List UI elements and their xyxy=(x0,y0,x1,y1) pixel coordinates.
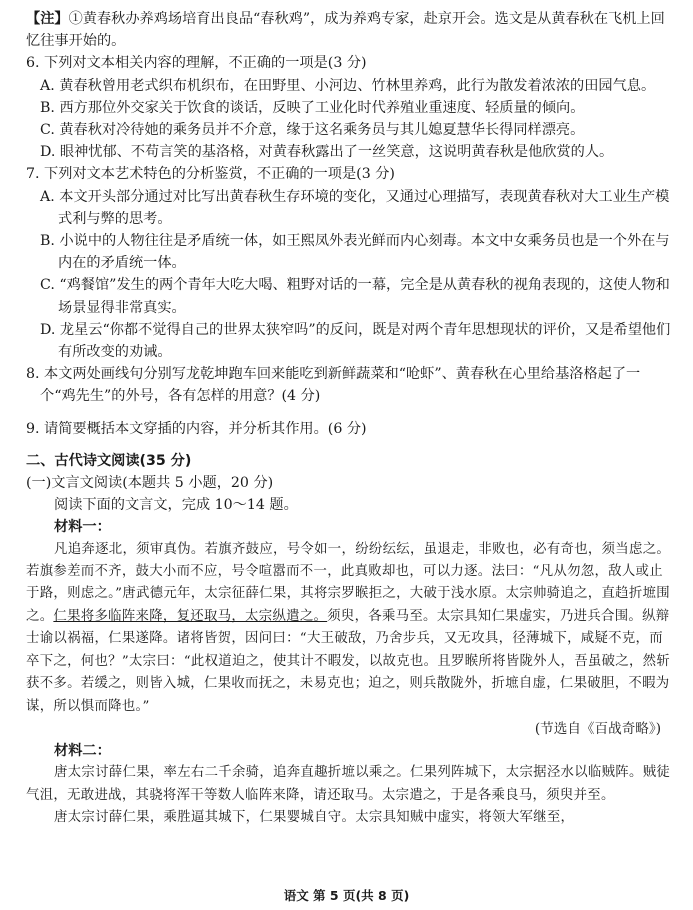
page-footer: 语文 第 5 页(共 8 页) xyxy=(283,888,410,903)
subsection-title: (一)文言文阅读(本题共 5 小题，20 分) xyxy=(26,475,274,492)
material-2-paragraph-2: 唐太宗讨薛仁果，乘胜逼其城下，仁果婴城自守。太宗具知贼中虚实，将领大军继至， xyxy=(54,809,575,825)
question-6-option-c: C. 黄春秋对冷待她的乘务员并不介意，缘于这名乘务员与其儿媳夏慧华长得同样漂亮。 xyxy=(40,122,585,139)
material-1-source: (节选自《百战奇略》) xyxy=(534,720,661,737)
reading-instruction: 阅读下面的文言文，完成 10～14 题。 xyxy=(54,497,298,514)
question-7-option-c: C. “鸡餐馆”发生的两个青年大吃大喝、粗野对话的一幕，完全是从黄春秋的视角表现的，这使人物和场景显得非常真实。 xyxy=(40,277,670,316)
exam-page xyxy=(26,8,671,829)
question-7-option-a: A. 本文开头部分通过对比写出黄春秋生存环境的变化，又通过心理描写，表现黄春秋对大工业生产模式利与弊的思考。 xyxy=(40,188,670,227)
question-8: 8. 本文两处画线句分别写龙乾坤跑车回来能吃到新鲜蔬菜和“呛虾”、黄春秋在心里给基洛格起了一个“鸡先生”的外号，各有怎样的用意？(4 分) xyxy=(26,366,641,405)
answer-space xyxy=(26,440,671,450)
question-7-option-d: D. 龙星云“你都不觉得自己的世界太狭窄吗”的反问，既是对两个青年思想现状的评价，又是希望他们有所改变的劝诫。 xyxy=(40,321,671,361)
material-2-paragraph-1: 唐太宗讨薛仁果，率左右二千余骑，追奔直趣折墌以乘之。仁果列阵城下，太宗据泾水以临贼阵。贼徒气沮，无敢进战，其骁将浑干等数人临阵来降，请还取马。太宗遣之，于是各乘良马，须臾并至。 xyxy=(26,765,671,803)
note-paragraph xyxy=(26,8,671,52)
question-6-option-a: A. 黄春秋曾用老式织布机织布，在田野里、小河边、竹林里养鸡，此行为散发着浓浓的田园气息。 xyxy=(40,77,656,94)
underlined-sentence: 仁果将多临阵来降，复还取马，太宗纵遣之。 xyxy=(53,608,328,624)
question-9: 9. 请简要概括本文穿插的内容，并分析其作用。(6 分) xyxy=(26,420,367,437)
question-6-option-d: D. 眼神忧郁、不苟言笑的基洛格，对黄春秋露出了一丝笑意，这说明黄春秋是他欣赏的人。 xyxy=(40,144,614,161)
question-7-option-b: B. 小说中的人物往往是矛盾统一体，如王熙凤外表光鲜而内心刻毒。本文中女乘务员也是一个外在与内在的矛盾统一体。 xyxy=(40,233,670,272)
answer-space xyxy=(26,408,671,418)
question-6-option-b: B. 西方那位外交家关于饮食的谈话，反映了工业化时代养殖业重速度、轻质量的倾向。 xyxy=(40,99,585,116)
passage-text: 凡追奔逐北，须审真伪。若旗齐鼓应，号令如一，纷纷纭纭，虽退走，非败也，必有奇也，须当虑之。若旗参差而不齐，鼓大小而不应，号令喧嚣而不一，此真败却也，可以力逐。法曰：“凡从勿忽，敌人或止于路，则虑之。”唐武德元年，太宗征薛仁果，其将宗罗睺拒之，大破于浅水原。太宗帅骑追之，直趋折墌围之。 xyxy=(26,541,671,624)
note-text: ①黄春秋办养鸡场培育出良品“春秋鸡”，成为养鸡专家，赴京开会。选文是从黄春秋在飞机上回忆往事开始的。 xyxy=(26,11,665,50)
material-1-passage xyxy=(26,539,671,718)
question-7-stem: 7. 下列对文本艺术特色的分析鉴赏，不正确的一项是(3 分) xyxy=(26,166,395,183)
question-6-stem: 6. 下列对文本相关内容的理解，不正确的一项是(3 分) xyxy=(26,55,367,72)
passage-text-continued: 须臾，各乘马至。太宗具知仁果虚实，乃进兵合围。纵辩士谕以祸福，仁果遂降。诸将皆贺，因问曰：“大王破敌，乃舍步兵，又无攻具，径薄城下，咸疑不克，而卒下之，何也？”太宗曰：“此权道迫之，使其计不暇发，以故克也。且罗睺所将皆陇外人，吾虽破之，然斩获不多。若缓之，则皆入城，仁果收而抚之，未易克也；迫之，则兵散陇外，折墌自虚，仁果破胆，不暇为谋，所以惧而降也。” xyxy=(26,608,671,714)
material-2-label: 材料二： xyxy=(54,742,111,759)
material-1-label: 材料一： xyxy=(54,519,111,536)
section-title: 二、古代诗文阅读(35 分) xyxy=(26,452,192,469)
note-bracket: 【注】 xyxy=(26,11,69,27)
